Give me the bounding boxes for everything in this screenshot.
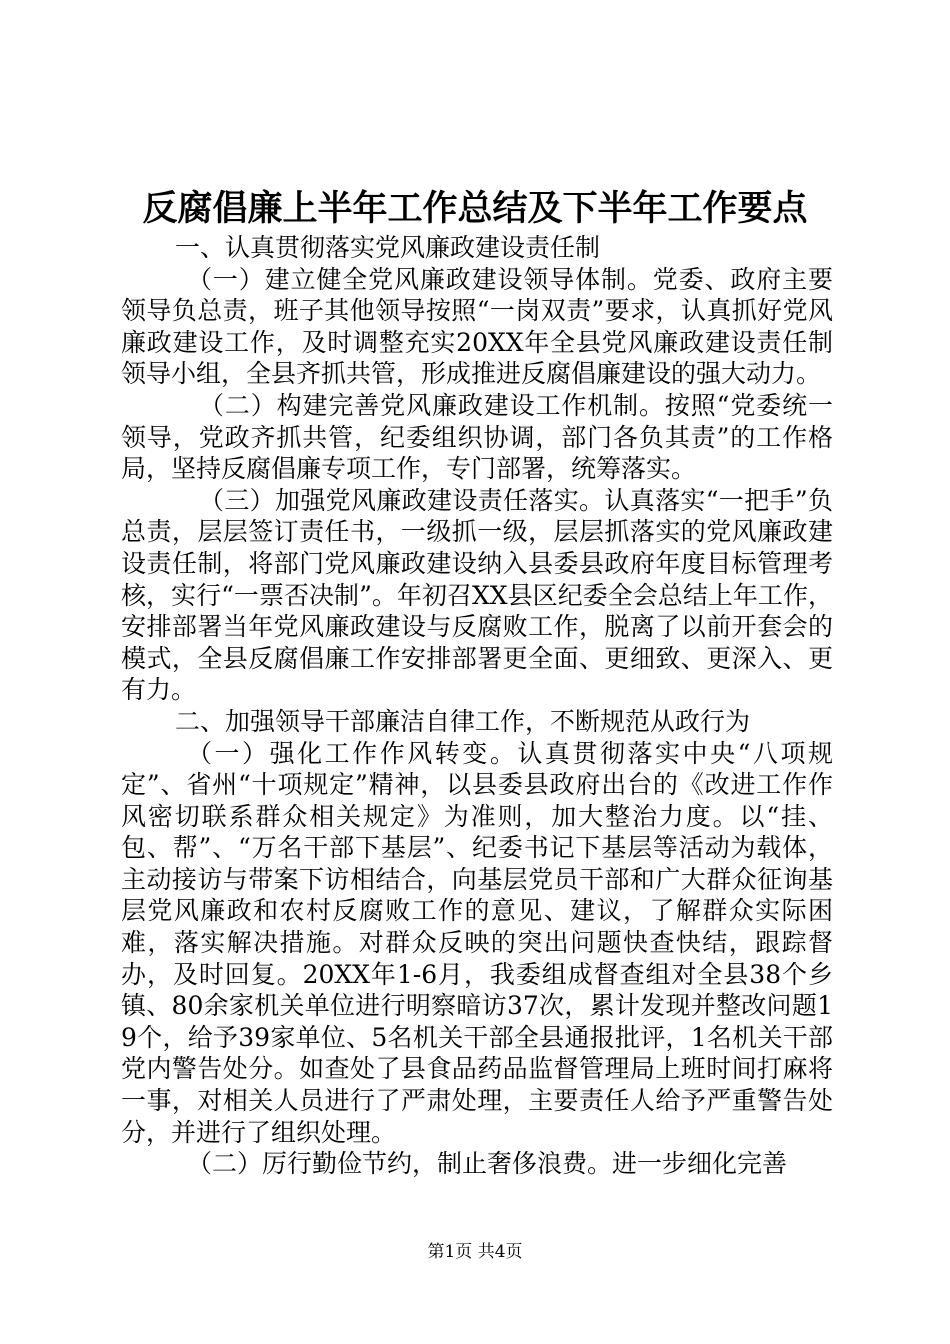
paragraph-2-1: （一）强化工作作风转变。认真贯彻落实中央“八项规定”、省州“十项规定”精神，以县委县政府出台的《改进工作作风密切联系群众相关规定》为准则，加大整治力度。以“挂、包、帮”、“万名干部下基层”、纪委书记下基层等活动为载体，主动接访与带案下访相结合，向基层党员干部和广大群众征询基层党风廉政和农村反腐败工作的意见、建议，了解群众实际困难，落实解决措施。对群众反映的突出问题快查快结，跟踪督办，及时回复。20XX年1-6月，我委组成督查组对全县38个乡镇、80余家机关单位进行明察暗访37次，累计发现并整改问题19个，给予39家单位、5名机关干部全县通报批评，1名机关干部党内警告处分。如查处了县食品药品监督管理局上班时间打麻将一事，对相关人员进行了严肃处理，主要责任人给予严重警告处分，并进行了组织处理。	[121, 738, 833, 1147]
section-heading-2: 二、加强领导干部廉洁自律工作，不断规范从政行为	[175, 706, 751, 736]
document-title: 反腐倡廉上半年工作总结及下半年工作要点	[142, 188, 808, 229]
section-heading-1: 一、认真贯彻落实党风廉政建设责任制	[175, 233, 601, 262]
paragraph-1-3: （三）加强党风廉政建设责任落实。认真落实“一把手”负总责，层层签订责任书，一级抓一级，层层抓落实的党风廉政建设责任制，将部门党风廉政建设纳入县委县政府年度目标管理考核，实行“一票否决制”。年初召XX县区纪委全会总结上年工作，安排部署当年党风廉政建设与反腐败工作，脱离了以前开套会的模式，全县反腐倡廉工作安排部署更全面、更细致、更深入、更有力。	[121, 485, 833, 705]
document-body	[121, 232, 833, 1180]
paragraph-1-1: （一）建立健全党风廉政建设领导体制。党委、政府主要领导负总责，班子其他领导按照“一岗双责”要求，认真抓好党风廉政建设工作，及时调整充实20XX年全县党风廉政建设责任制领导小组，全县齐抓共管，形成推进反腐倡廉建设的强大动力。	[121, 264, 833, 389]
page-footer: 第1页 共4页	[427, 1242, 523, 1262]
paragraph-2-2: （二）厉行勤俭节约，制止奢侈浪费。进一步细化完善	[187, 1149, 788, 1179]
paragraph-1-2: （二）构建完善党风廉政建设工作机制。按照“党委统一领导，党政齐抓共管，纪委组织协调，部门各负其责”的工作格局，坚持反腐倡廉专项工作，专门部署，统筹落实。	[121, 390, 833, 484]
